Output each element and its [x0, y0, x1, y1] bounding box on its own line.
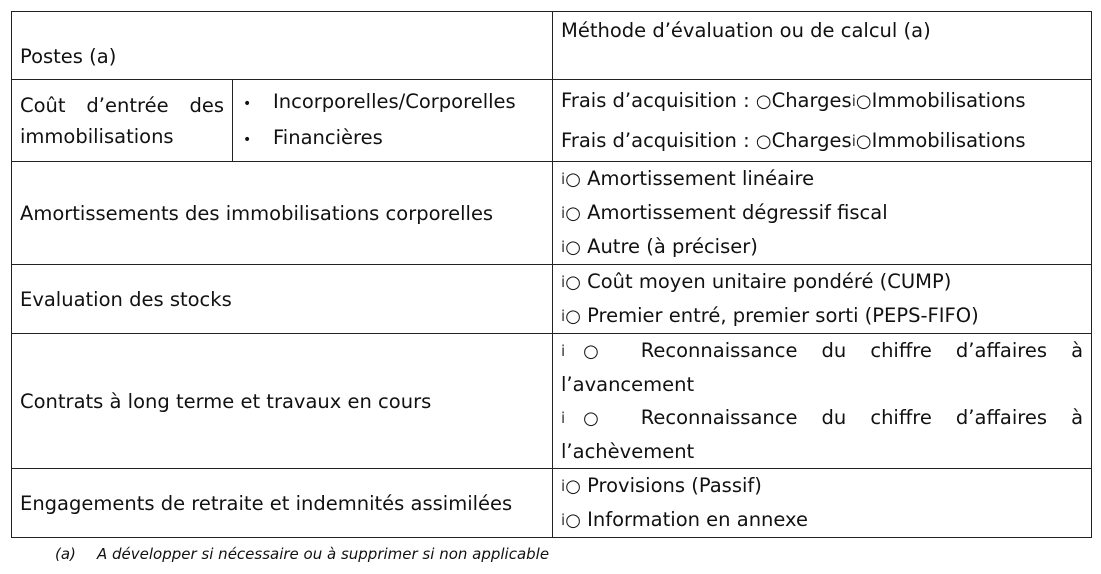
bullet-icon: • — [243, 131, 252, 148]
checkbox-icon[interactable]: ⅰ — [561, 307, 566, 325]
checkbox-icon[interactable]: ⅰ — [561, 409, 584, 427]
radio-icon[interactable]: ○ — [565, 476, 581, 497]
options-retraite — [553, 469, 1092, 538]
label-stocks: Evaluation des stocks — [12, 265, 553, 334]
table-row — [12, 334, 1092, 469]
table-row — [12, 80, 1092, 162]
option-row: ⅰ○ Premier entré, premier sorti (PEPS-FIFO) — [561, 304, 979, 327]
checkbox-icon[interactable]: ⅰ — [561, 170, 566, 188]
header-postes: Postes (a) — [12, 12, 553, 80]
radio-icon[interactable]: ○ — [565, 306, 581, 327]
radio-icon[interactable]: ○ — [755, 130, 772, 152]
option-row: Frais d’acquisition : ○Chargesⅰ○Immobilisations — [561, 128, 1026, 152]
option-row: Frais d’acquisition : ○Chargesⅰ○Immobilisations — [561, 88, 1026, 112]
option-row: ⅰ○ Reconnaissance du chiffre d’affaires à l’avancement — [561, 339, 1084, 396]
label-amortissements: Amortissements des immobilisations corporelles — [12, 162, 553, 265]
list-item: • Financières — [243, 121, 544, 157]
radio-icon[interactable]: ○ — [855, 90, 872, 112]
bullet-icon: • — [243, 95, 252, 112]
list-item: • Incorporelles/Corporelles — [243, 85, 544, 121]
table-row — [12, 469, 1092, 538]
option-row: ⅰ○ Amortissement linéaire — [561, 167, 815, 190]
options-immobilisations — [553, 80, 1092, 162]
radio-icon[interactable]: ○ — [565, 510, 581, 531]
radio-icon[interactable]: ○ — [583, 341, 617, 362]
footnote-tag: (a) — [55, 545, 76, 563]
checkbox-icon[interactable]: ⅰ — [561, 511, 566, 529]
radio-icon[interactable]: ○ — [855, 130, 872, 152]
radio-icon[interactable]: ○ — [565, 237, 581, 258]
methods-table — [11, 11, 1092, 538]
option-row: ⅰ○ Reconnaissance du chiffre d’affaires à l’achèvement — [561, 406, 1084, 463]
radio-icon[interactable]: ○ — [565, 272, 581, 293]
checkbox-icon[interactable]: ⅰ — [851, 131, 856, 150]
table-row — [12, 265, 1092, 334]
table-row — [12, 12, 1092, 80]
checkbox-icon[interactable]: ⅰ — [561, 273, 566, 291]
option-row: ⅰ○ Amortissement dégressif fiscal — [561, 201, 888, 224]
label-contrats: Contrats à long terme et travaux en cours — [12, 334, 553, 469]
checkbox-icon[interactable]: ⅰ — [561, 204, 566, 222]
footnote-text: A développer si nécessaire ou à supprimer si non applicable — [97, 545, 550, 563]
option-row: ⅰ○ Provisions (Passif) — [561, 474, 762, 497]
checkbox-icon[interactable]: ⅰ — [561, 238, 566, 256]
label-immobilisations: Coût d’entrée des immobilisations — [12, 80, 233, 162]
header-methode: Méthode d’évaluation ou de calcul (a) — [553, 12, 1092, 80]
options-amortissements — [553, 162, 1092, 265]
radio-icon[interactable]: ○ — [583, 408, 617, 429]
checkbox-icon[interactable]: ⅰ — [561, 477, 566, 495]
checkbox-icon[interactable]: ⅰ — [851, 91, 856, 110]
sub-categories — [233, 80, 553, 162]
option-row: ⅰ○ Coût moyen unitaire pondéré (CUMP) — [561, 270, 952, 293]
table-row — [12, 162, 1092, 265]
footnote — [55, 545, 549, 563]
label-retraite: Engagements de retraite et indemnités assimilées — [12, 469, 553, 538]
radio-icon[interactable]: ○ — [565, 169, 581, 190]
checkbox-icon[interactable]: ⅰ — [561, 342, 584, 360]
radio-icon[interactable]: ○ — [755, 90, 772, 112]
options-stocks — [553, 265, 1092, 334]
option-row: ⅰ○ Information en annexe — [561, 508, 808, 531]
options-contrats — [553, 334, 1092, 469]
radio-icon[interactable]: ○ — [565, 203, 581, 224]
option-row: ⅰ○ Autre (à préciser) — [561, 235, 758, 258]
